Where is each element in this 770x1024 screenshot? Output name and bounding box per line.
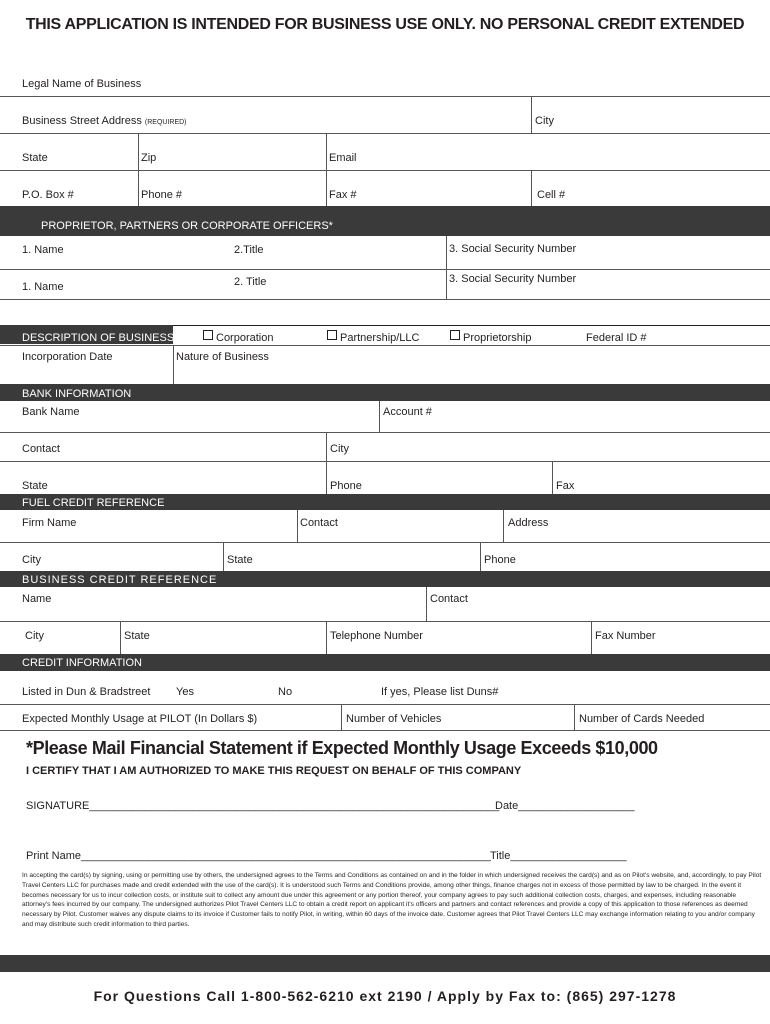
bc-city-label: City: [25, 630, 44, 642]
fuel-state-label: State: [227, 554, 253, 566]
dun-bradstreet-label: Listed in Dun & Bradstreet: [22, 686, 151, 698]
cell-label: Cell #: [537, 189, 566, 201]
footer-bar: [0, 955, 770, 972]
officer2-name: 1. Name: [22, 281, 64, 293]
phone-label: Phone #: [141, 189, 182, 201]
state-label: State: [22, 152, 48, 164]
fuel-firm-field[interactable]: [0, 542, 770, 543]
duns-number-field[interactable]: [0, 704, 770, 705]
proprietorship-checkbox[interactable]: [450, 330, 460, 340]
bc-name-label: Name: [22, 593, 52, 605]
incorporation-date-label: Incorporation Date: [22, 351, 113, 363]
bank-heading: BANK INFORMATION: [22, 388, 132, 400]
duns-number-label: If yes, Please list Duns#: [381, 686, 499, 698]
officer1-field[interactable]: [0, 269, 770, 270]
officer1-ssn: 3. Social Security Number: [449, 243, 577, 255]
fuel-address-label: Address: [508, 517, 549, 529]
email-label: Email: [329, 152, 357, 164]
monthly-usage-field[interactable]: [0, 730, 770, 731]
officer1-title: 2.Title: [234, 244, 264, 256]
dun-no-option[interactable]: No: [278, 686, 293, 698]
po-box-label: P.O. Box #: [22, 189, 74, 201]
federal-id-label: Federal ID #: [586, 332, 647, 344]
partnership-checkbox[interactable]: [327, 330, 337, 340]
street-address-field[interactable]: [0, 133, 770, 134]
credit-heading: CREDIT INFORMATION: [22, 657, 142, 669]
officer2-field[interactable]: [0, 299, 770, 300]
signature-field[interactable]: SIGNATURE___________________________________________________________________: [26, 800, 500, 812]
proprietorship-label: Proprietorship: [463, 332, 532, 344]
partnership-label: Partnership/LLC: [340, 332, 420, 344]
city-label: City: [535, 115, 554, 127]
nature-of-business-label: Nature of Business: [176, 351, 269, 363]
bank-fax-label: Fax: [556, 480, 575, 492]
corporation-checkbox[interactable]: [203, 330, 213, 340]
bank-state-label: State: [22, 480, 48, 492]
print-name-field[interactable]: Print Name___________________________________________________________________: [26, 850, 491, 862]
bc-contact-label: Contact: [430, 593, 468, 605]
legal-name-label: Legal Name of Business: [22, 78, 142, 90]
street-address-label: Business Street Address (REQUIRED): [22, 115, 187, 127]
description-heading: DESCRIPTION OF BUSINESS: [22, 332, 175, 344]
bc-name-field[interactable]: [0, 621, 770, 622]
corporation-label: Corporation: [216, 332, 274, 344]
fuel-contact-label: Contact: [300, 517, 338, 529]
bank-contact-field[interactable]: [0, 461, 770, 462]
officers-heading: PROPRIETOR, PARTNERS OR CORPORATE OFFICERS*: [41, 220, 333, 232]
account-label: Account #: [383, 406, 432, 418]
monthly-usage-label: Expected Monthly Usage at PILOT (In Dollars $): [22, 713, 258, 725]
page-title: THIS APPLICATION IS INTENDED FOR BUSINESS USE ONLY. NO PERSONAL CREDIT EXTENDED: [25, 16, 745, 33]
certify-statement: I CERTIFY THAT I AM AUTHORIZED TO MAKE THIS REQUEST ON BEHALF OF THIS COMPANY: [26, 765, 522, 777]
vehicles-label: Number of Vehicles: [346, 713, 442, 725]
business-credit-heading: BUSINESS CREDIT REFERENCE: [22, 574, 218, 586]
bank-city-label: City: [330, 443, 349, 455]
fuel-heading: FUEL CREDIT REFERENCE: [22, 497, 165, 509]
state-zip-email-field[interactable]: [0, 170, 770, 171]
bc-fax-label: Fax Number: [595, 630, 656, 642]
cards-needed-label: Number of Cards Needed: [579, 713, 705, 725]
federal-id-field[interactable]: [0, 345, 770, 346]
bank-phone-label: Phone: [330, 480, 362, 492]
officer2-ssn: 3. Social Security Number: [449, 273, 577, 285]
date-field[interactable]: Date___________________: [495, 800, 635, 812]
mail-financial-notice: *Please Mail Financial Statement if Expected Monthly Usage Exceeds $10,000: [26, 738, 658, 758]
officer2-title: 2. Title: [234, 276, 267, 288]
bc-state-label: State: [124, 630, 150, 642]
officer1-name: 1. Name: [22, 244, 64, 256]
dun-yes-option[interactable]: Yes: [176, 686, 194, 698]
bank-name-label: Bank Name: [22, 406, 80, 418]
bc-telephone-label: Telephone Number: [330, 630, 423, 642]
contact-footer: For Questions Call 1-800-562-6210 ext 2190 / Apply by Fax to: (865) 297-1278: [93, 988, 677, 1004]
fax-label: Fax #: [329, 189, 357, 201]
terms-paragraph: In accepting the card(s) by signing, using or permitting use by others, the undersigned agrees to the Terms and Conditions as contained on and in the folder in which undersigned receives the card(s) and as on Pilot's website, and, accordingly, to pay Pilot Travel Centers LLC for purchases made and credit extended with the use of the card(s). It is understood such Terms and Conditions provide, among other things, finance charges not in excess of those permitted by law to be charged. In the event it becomes necessary for us to incur collection costs, or institute suit to collect any amount due under this agreement or any portion thereof, your company agrees to pay such additional collection costs, charges, and expenses, including reasonable attorney's fees incurred by our company. The undersigned authorizes Pilot Travel Centers LLC to obtain a credit report on applicant it's officers and partners and contact references and provide a copy of this application to those references as deemed necessary by Pilot. Customer waives any dispute claims to its invoice if Customer fails to notify Pilot, in writing, within 60 days of the invoice date. Customer agrees that Pilot Travel Centers LLC may exchange information relating to you and/or company and may distribute such credit information to third parties.: [22, 872, 762, 928]
title-field[interactable]: Title___________________: [490, 850, 627, 862]
bank-name-field[interactable]: [0, 432, 770, 433]
required-note: (REQUIRED): [144, 119, 187, 126]
bank-contact-label: Contact: [22, 443, 60, 455]
fuel-phone-label: Phone: [484, 554, 516, 566]
legal-name-field[interactable]: [0, 96, 770, 97]
fuel-firm-name-label: Firm Name: [22, 517, 77, 529]
fuel-city-label: City: [22, 554, 41, 566]
zip-label: Zip: [141, 152, 157, 164]
